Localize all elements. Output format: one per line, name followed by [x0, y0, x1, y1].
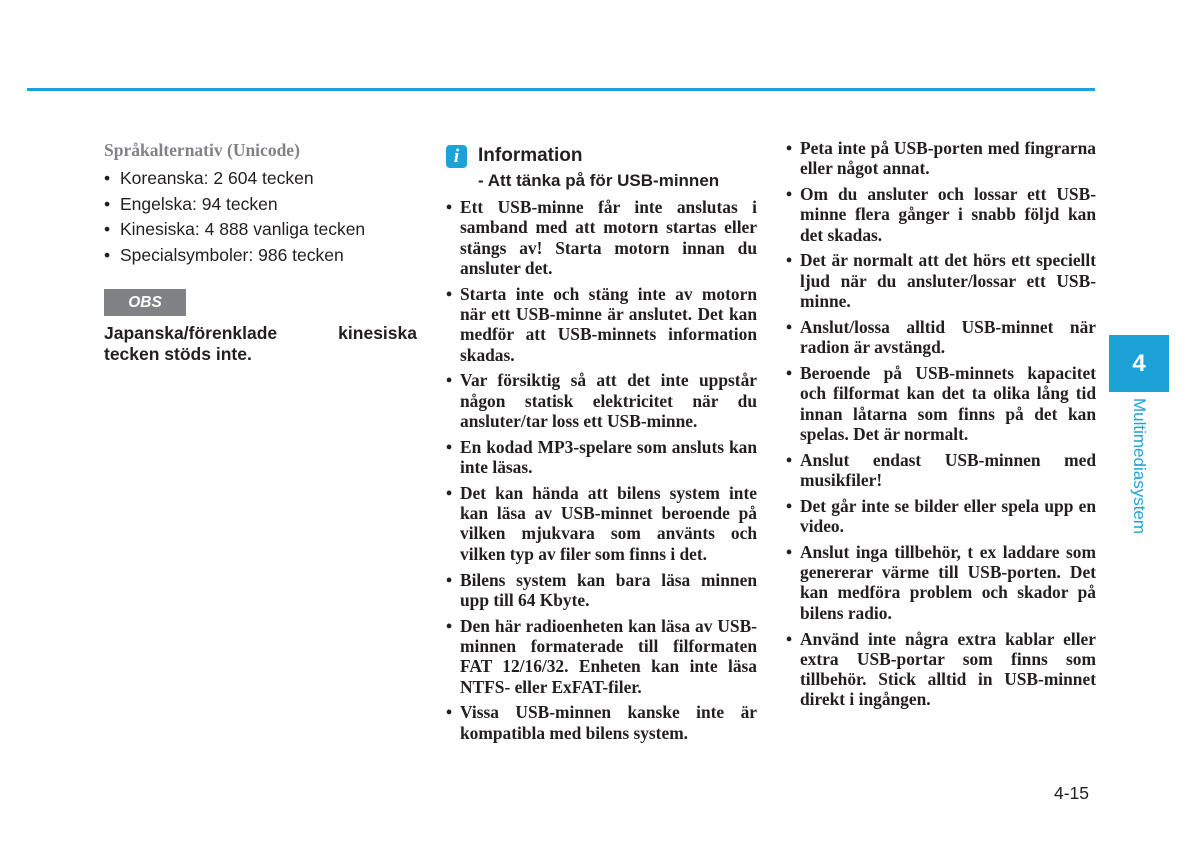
list-item: • Kinesiska: 4 888 vanliga tecken: [104, 217, 417, 243]
list-item: • Bilens system kan bara läsa minnen upp till 64 Kbyte.: [446, 570, 757, 611]
section-label: Multimediasystem: [1130, 398, 1149, 535]
list-item: • Det är normalt att det hörs ett speciellt ljud när du ansluter/lossar ett USB-minne.: [786, 250, 1096, 311]
list-item: • Vissa USB-minnen kanske inte är kompatibla med bilens system.: [446, 702, 757, 743]
list-item: • Om du ansluter och lossar ett USB-minne flera gånger i snabb följd kan det skadas.: [786, 184, 1096, 245]
list-item: • Det går inte se bilder eller spela upp en video.: [786, 496, 1096, 537]
list-item: • Anslut/lossa alltid USB-minnet när radion är avstängd.: [786, 317, 1096, 358]
information-title: Information: [478, 145, 583, 166]
list-item: • Koreanska: 2 604 tecken: [104, 166, 417, 192]
usb-notes-section: [786, 138, 1096, 715]
usb-notes-list: [786, 138, 1096, 710]
list-item: • Engelska: 94 tecken: [104, 192, 417, 218]
information-header: [446, 143, 757, 169]
obs-note: Japanska/förenklade kinesiska tecken stöds inte.: [104, 323, 417, 364]
list-item: • Det kan hända att bilens system inte kan läsa av USB-minnet beroende på vilken mjukvara som använts och vilken typ av filer som finns i det.: [446, 483, 757, 564]
list-item: • Beroende på USB-minnets kapacitet och filformat kan det ta olika lång tid innan låtarna som finns på det kan spelas. Det är normalt.: [786, 363, 1096, 444]
page-number: 4-15: [1054, 783, 1090, 803]
list-item: • Var försiktig så att det inte uppstår någon statisk elektricitet när du ansluter/tar loss ett USB-minne.: [446, 370, 757, 431]
list-item: • Anslut endast USB-minnen med musikfiler!: [786, 450, 1096, 491]
list-item: • Anslut inga tillbehör, t ex laddare som genererar värme till USB-porten. Det kan medföra problem och skador på bilens radio.: [786, 542, 1096, 623]
header-rule: [27, 88, 1095, 91]
list-item: • En kodad MP3-spelare som ansluts kan inte läsas.: [446, 437, 757, 478]
list-item: • Peta inte på USB-porten med fingrarna eller något annat.: [786, 138, 1096, 179]
list-item: • Starta inte och stäng inte av motorn när ett USB-minne är anslutet. Det kan medför att USB-minnets information skadas.: [446, 284, 757, 365]
info-icon: i: [446, 145, 467, 168]
information-subtitle: - Att tänka på för USB-minnen: [478, 171, 720, 190]
information-list: [446, 197, 757, 743]
obs-badge: OBS: [104, 289, 186, 316]
language-section: [104, 138, 417, 365]
list-item: • Specialsymboler: 986 tecken: [104, 243, 417, 269]
list-item: • Använd inte några extra kablar eller extra USB-portar som finns som tillbehör. Stick alltid in USB-minnet direkt i ingången.: [786, 629, 1096, 710]
chapter-number-tab: 4: [1109, 335, 1169, 392]
list-item: • Den här radioenheten kan läsa av USB-minnen formaterade till filformaten FAT 12/16/32. Enheten kan inte läsa NTFS- eller ExFAT-filer.: [446, 616, 757, 697]
information-section: [446, 143, 757, 748]
language-list: [104, 166, 417, 268]
language-heading: Språkalternativ (Unicode): [104, 140, 300, 160]
list-item: • Ett USB-minne får inte anslutas i samband med att motorn startas eller stängs av! Starta motorn innan du ansluter det.: [446, 197, 757, 278]
